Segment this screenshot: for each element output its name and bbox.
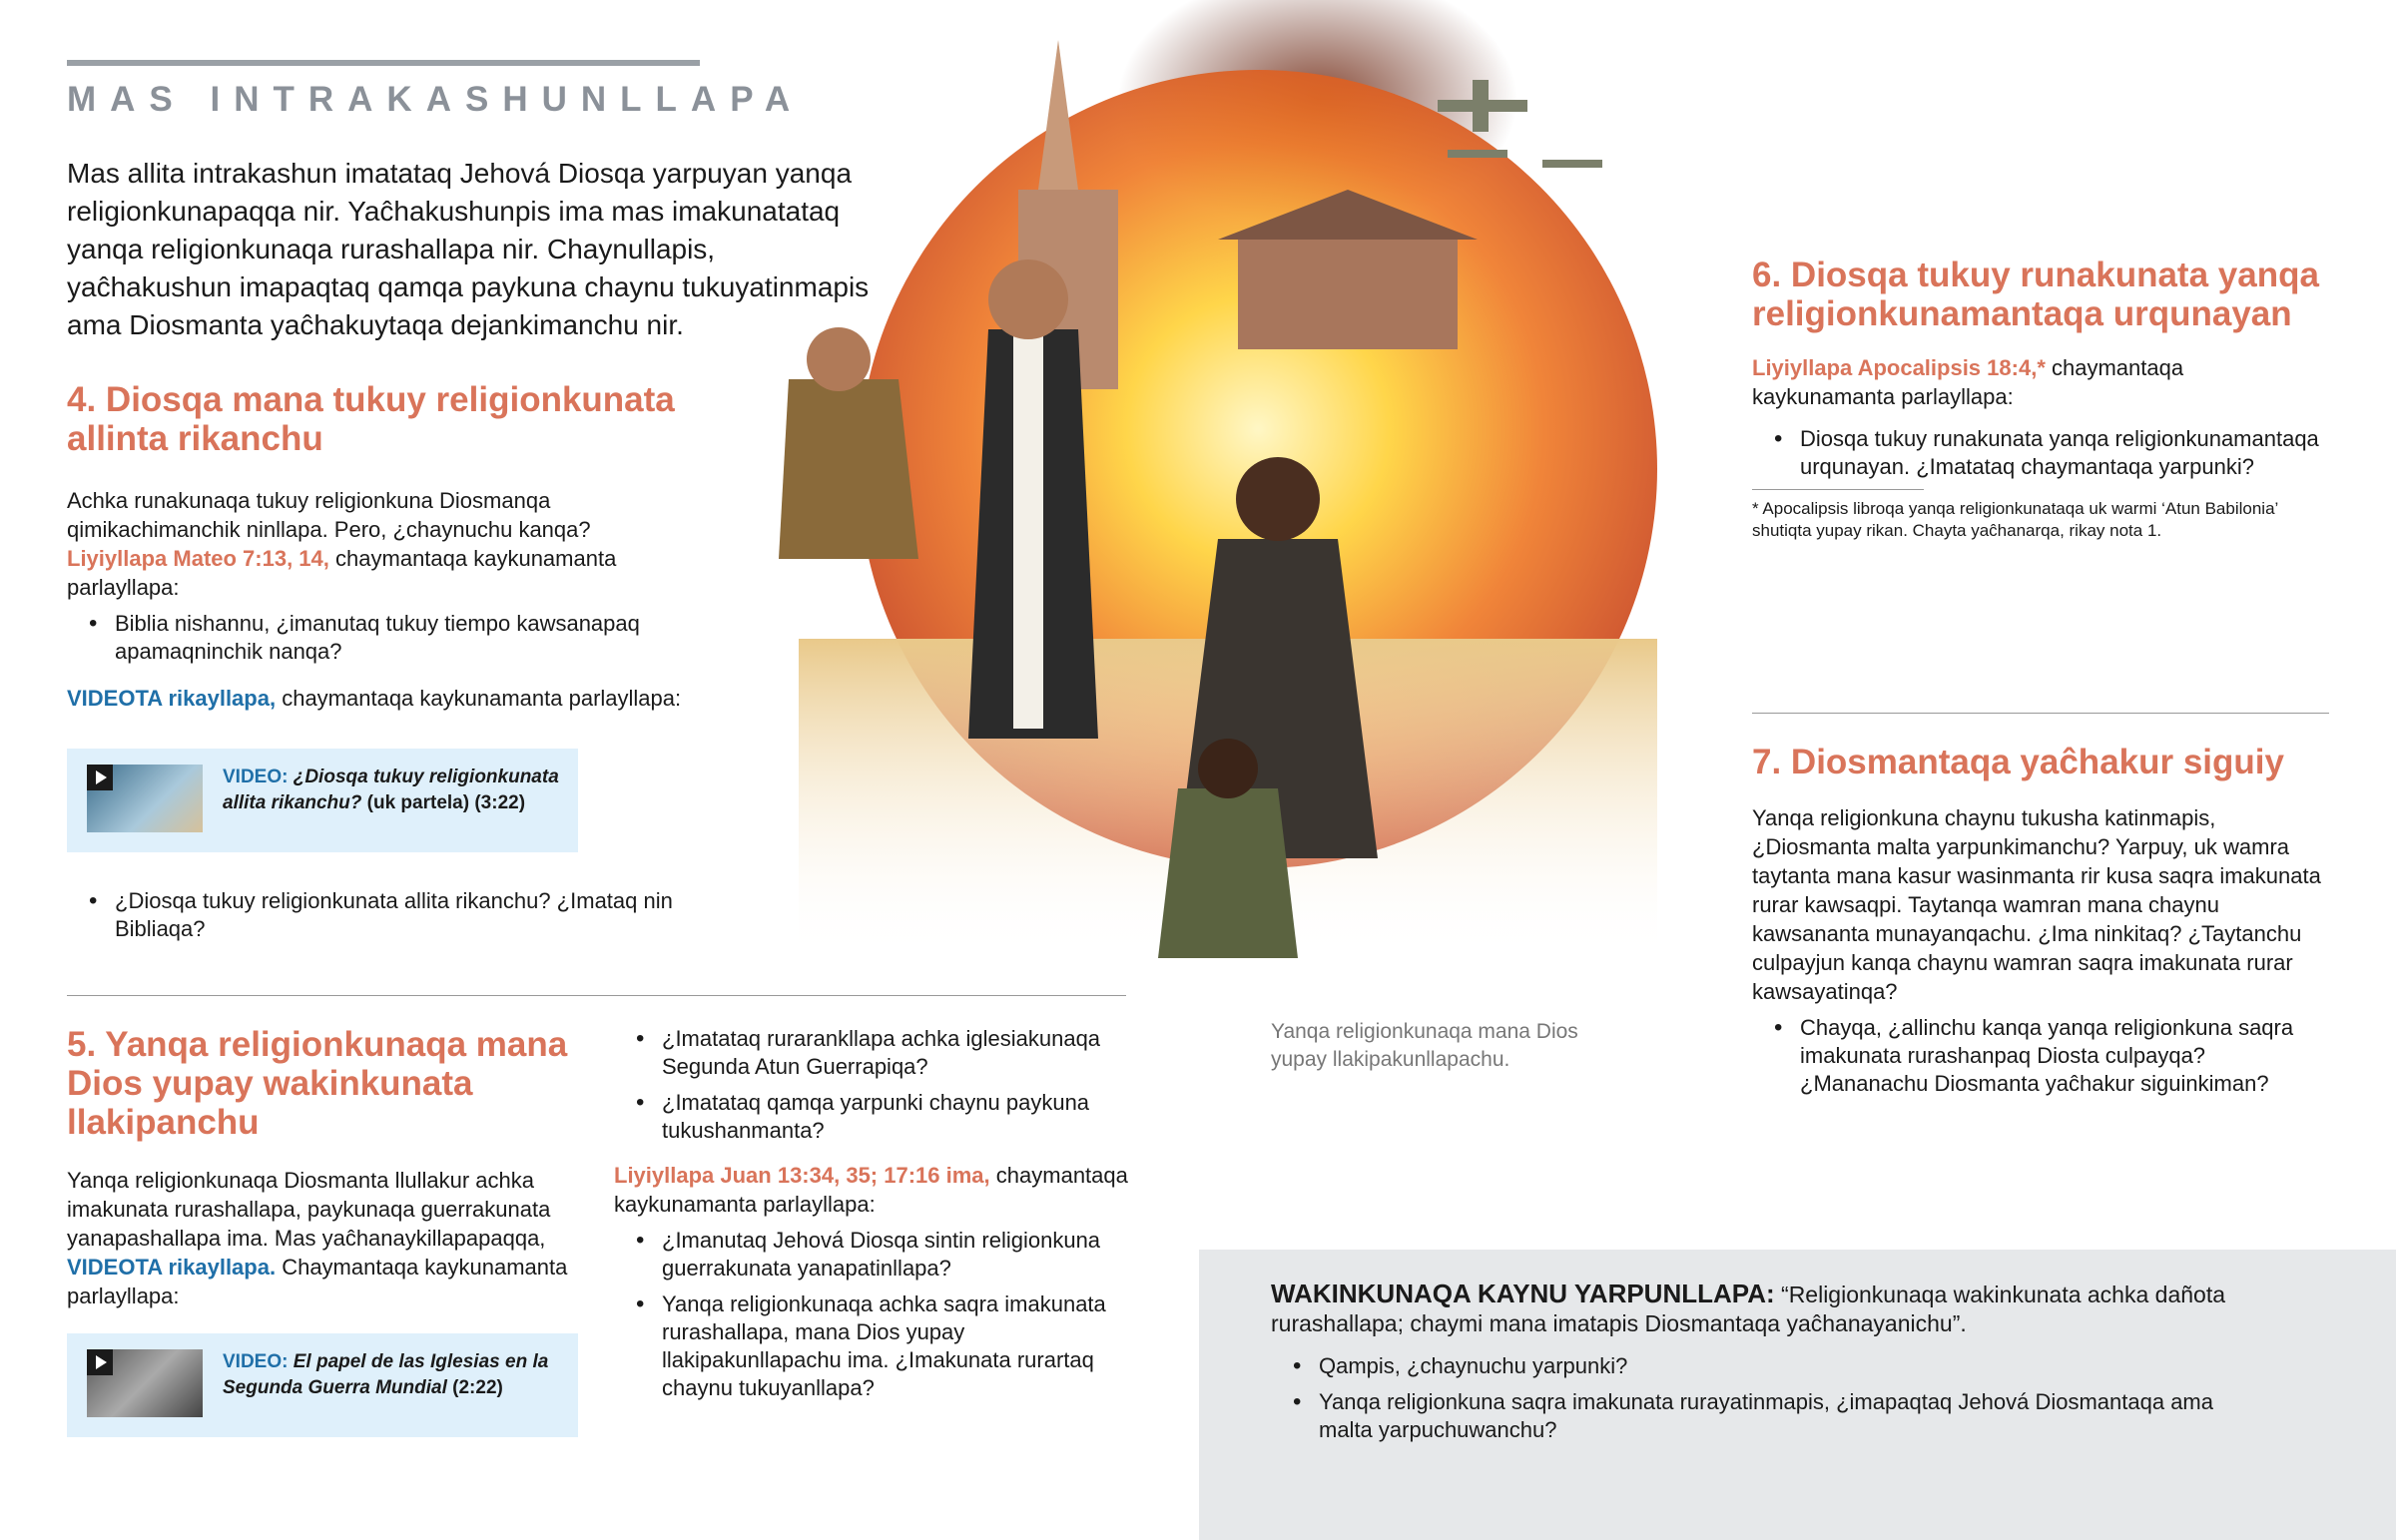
section-5-ref[interactable]: Liyiyllapa Juan 13:34, 35; 17:16 ima,	[614, 1163, 990, 1188]
discussion-box-label: WAKINKUNAQA KAYNU YARPUNLLAPA:	[1271, 1279, 1775, 1308]
section-5-body	[67, 1166, 586, 1310]
video-call-tail: chaymantaqa kaykunamanta parlayllapa:	[282, 686, 682, 711]
section-5	[67, 1025, 586, 1310]
section-4-bullets	[67, 610, 706, 666]
video-label: VIDEO:	[223, 1351, 289, 1372]
section-7-title: 7. Diosmantaqa yaĉhakur siguiy	[1752, 743, 2284, 781]
section-6	[1752, 256, 2331, 542]
section-4-title: 4. Diosqa mana tukuy religionkunata allinta rikanchu	[67, 380, 675, 458]
section-4-ref[interactable]: Liyiyllapa Mateo 7:13, 14,	[67, 546, 329, 571]
list-item: • Qampis, ¿chaynuchu yarpunki?	[1319, 1352, 2249, 1380]
header-rule	[67, 60, 700, 66]
illustration-caption: Yanqa religionkunaqa mana Dios yupay llakipakunllapachu.	[1271, 1020, 1578, 1071]
section-6-title: 6. Diosqa tukuy runakunata yanqa religionkunamantaqa urqunayan	[1752, 256, 2319, 333]
video-card-2[interactable]	[67, 1333, 578, 1437]
section-6-ref-tail: chaymantaqa kaykunamanta parlayllapa:	[1752, 355, 2184, 409]
discussion-box-quote: “Religionkunaqa wakinkunata achka dañota rurashallapa; chaymi mana imatapis Diosmantaqa yaĉhanayanichu”.	[1271, 1282, 2226, 1336]
section-4-video-call	[67, 684, 706, 713]
list-item: • ¿Diosqa tukuy religionkunata allita rikanchu? ¿Imataq nin Bibliaqa?	[115, 887, 674, 943]
list-item: • Yanqa religionkunaqa achka saqra imakunata rurashallapa, mana Dios yupay llakipakunllapachu ima. ¿Imakunata rurartaq chaynu tukuyanllapa?	[662, 1290, 1133, 1402]
section-5-bullets-b	[614, 1227, 1133, 1402]
list-item: • Diosqa tukuy runakunata yanqa religionkunamantaqa urqunayan. ¿Imatataq chaymantaqa yarpunki?	[1800, 425, 2331, 481]
list-item: • Chayqa, ¿allinchu kanqa yanqa religionkuna saqra imakunata rurashanpaq Diosta culpayqa? ¿Mananachu Diosmanta yaĉhakur siguinkiman?	[1800, 1014, 2331, 1098]
video-thumbnail[interactable]	[87, 765, 203, 832]
discussion-box-bullets	[1271, 1352, 2249, 1444]
section-6-bullets	[1752, 425, 2331, 481]
list-item: • ¿Imatataq rurarankllapa achka iglesiakunaqa Segunda Atun Guerrapiqa?	[662, 1025, 1133, 1081]
video-link[interactable]: VIDEOTA rikayllapa.	[67, 1255, 277, 1280]
list-item: • Biblia nishannu, ¿imanutaq tukuy tiempo kawsanapaq apamaqninchik nanqa?	[115, 610, 706, 666]
footnote-marker[interactable]: *	[2037, 355, 2046, 380]
section-4	[67, 380, 706, 713]
footnote-rule	[1752, 489, 1924, 490]
divider	[67, 995, 1126, 996]
footnote: * Apocalipsis libroqa yanqa religionkunataqa uk warmi ‘Atun Babilonia’ shutiqta yupay rikan. Chayta yaĉhanarqa, rikay nota 1.	[1752, 499, 2278, 540]
intro-paragraph: Mas allita intrakashun imatataq Jehová Diosqa yarpuyan yanqa religionkunapaqqa nir. Yaĉhakushunpis ima mas imakunatataq yanqa religionkunaqa rurashallapa nir. Chaynullapis, yaĉhakushun imapaqtaq qamqa paykuna chaynu tukuyatinmapis ama Diosmanta yaĉhakuytaqa dejankimanchu nir.	[67, 158, 870, 340]
section-7-body: Yanqa religionkuna chaynu tukusha katinmapis, ¿Diosmanta malta yarpunkimanchu? Yarpuy, uk wamra taytanta mana kasur wasinmanta rir kusa saqra imakunata rurar kawsaqpi. Taytanqa wamran mana chaynu kawsananta munayanqachu. ¿Ima ninkitaq? ¿Taytanchu culpayjun kanqa chaynu wamran saqra imakunata rurar kawsayatinqa?	[1752, 805, 2321, 1004]
list-item: • ¿Imanutaq Jehová Diosqa sintin religionkuna guerrakunata yanapatinllapa?	[662, 1227, 1133, 1283]
section-5-body-text: Yanqa religionkunaqa Diosmanta llullakur achka imakunata rurashallapa, paykunaqa guerrakunata yanapashallapa ima. Mas yaĉhanaykillapapaqqa,	[67, 1168, 551, 1251]
section-5-bullets-a	[614, 1025, 1133, 1145]
section-4-bullets-2	[67, 887, 674, 951]
section-5-ref-tail: chaymantaqa kaykunamanta parlayllapa:	[614, 1163, 1128, 1217]
video-title[interactable]: El papel de las Iglesias en la Segunda Guerra Mundial	[223, 1351, 549, 1398]
video-thumbnail[interactable]	[87, 1349, 203, 1417]
play-icon[interactable]	[87, 765, 113, 790]
video-card-text	[223, 1349, 562, 1401]
video-extra: (uk partela) (3:22)	[366, 792, 526, 813]
play-icon[interactable]	[87, 1349, 113, 1375]
section-4-body-text: Achka runakunaqa tukuy religionkuna Diosmanqa qimikachimanchik ninllapa. Pero, ¿chaynuchu kanqa?	[67, 488, 591, 542]
war-religion-illustration	[699, 0, 1757, 998]
video-call-tail: Chaymantaqa kaykunamanta parlayllapa:	[67, 1255, 568, 1308]
section-6-ref-line	[1752, 353, 2331, 411]
video-title[interactable]: ¿Diosqa tukuy religionkunata allita rikanchu?	[223, 767, 559, 813]
section-4-body	[67, 486, 706, 602]
video-card-1[interactable]	[67, 749, 578, 852]
section-5-title: 5. Yanqa religionkunaqa mana Dios yupay wakinkunata llakipanchu	[67, 1025, 568, 1142]
section-7	[1752, 743, 2331, 1106]
video-link[interactable]: VIDEOTA rikayllapa,	[67, 686, 277, 711]
video-extra: (2:22)	[452, 1377, 503, 1398]
section-kicker: MAS INTRAKASHUNLLAPA	[67, 80, 805, 119]
section-4-ref-tail: chaymantaqa kaykunamanta parlayllapa:	[67, 546, 617, 600]
list-item: • Yanqa religionkuna saqra imakunata rurayatinmapis, ¿imapaqtaq Jehová Diosmantaqa ama malta yarpuchuwanchu?	[1319, 1388, 2249, 1444]
list-item: • ¿Imatataq qamqa yarpunki chaynu paykuna tukushanmanta?	[662, 1089, 1133, 1145]
section-5-ref-line	[614, 1161, 1133, 1219]
discussion-box-text	[1271, 1280, 2249, 1338]
section-7-bullets	[1752, 1014, 2331, 1098]
discussion-box-content	[1271, 1280, 2249, 1452]
section-6-ref[interactable]: Liyiyllapa Apocalipsis 18:4,	[1752, 355, 2038, 380]
section-5-col-2	[614, 1025, 1133, 1410]
divider	[1752, 713, 2329, 714]
video-label: VIDEO:	[223, 767, 289, 787]
video-card-text	[223, 765, 562, 816]
